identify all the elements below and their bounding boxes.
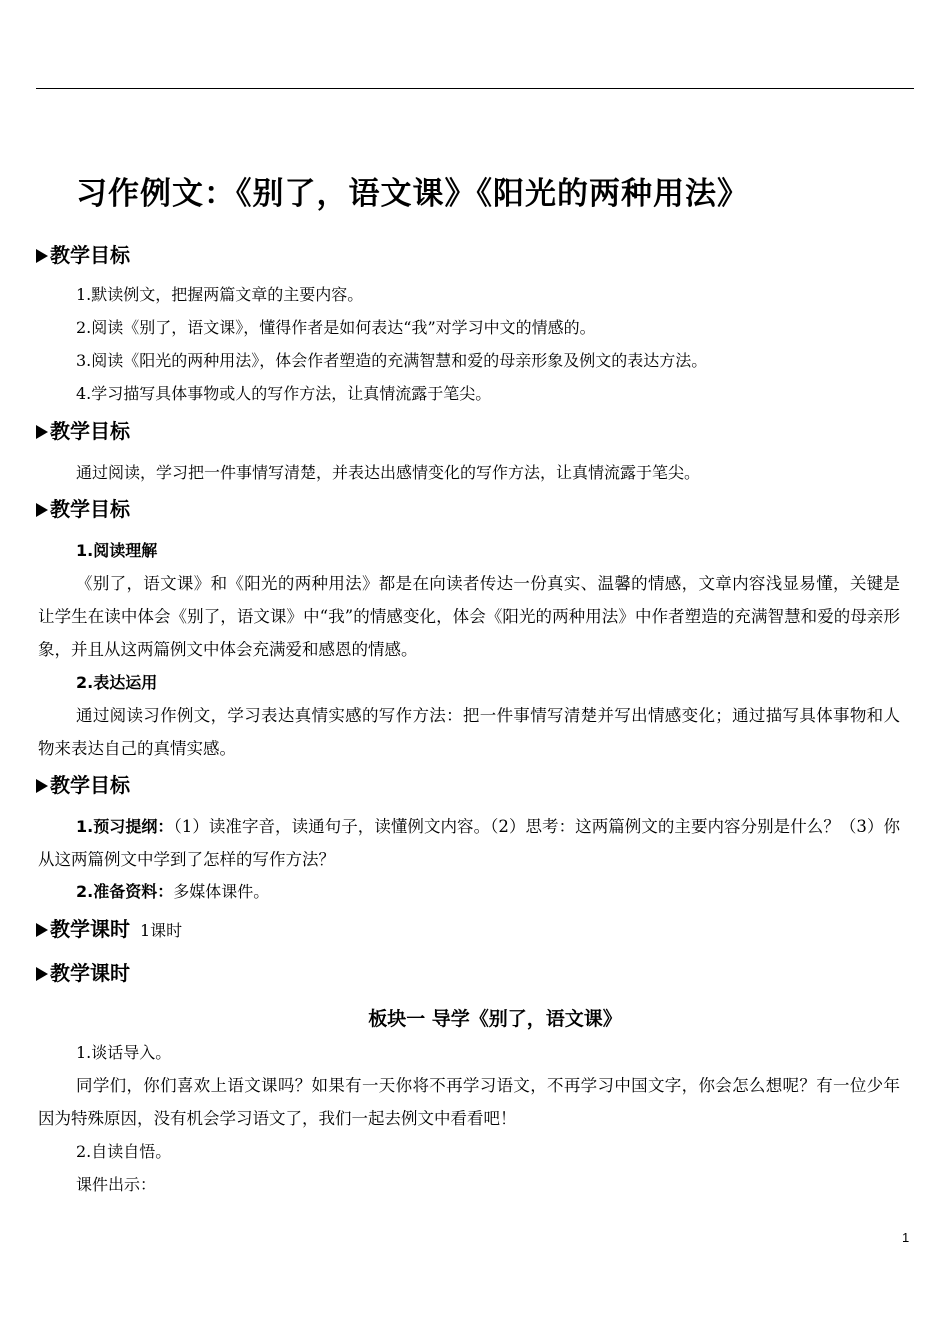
materials-line	[76, 881, 269, 903]
heading-text: 教学目标	[50, 419, 130, 443]
reading-comprehension-text: 《别了，语文课》和《阳光的两种用法》都是在向读者传达一份真实、温馨的情感，文章内容浅显易懂，关键是让学生在读中体会《别了，语文课》中“我”的情感变化，体会《阳光的两种用法》中作者塑造的充满智慧和爱的母亲形象，并且从这两篇例文中体会充满爱和感恩的情感。	[38, 574, 900, 659]
preview-text: （1）读准字音，读通句子，读懂例文内容。（2）思考：这两篇例文的主要内容分别是什么？（3）你从这两篇例文中学到了怎样的写作方法？	[38, 817, 900, 869]
subsection-label-reading: 1.阅读理解	[76, 541, 158, 560]
triangle-bullet-icon	[36, 779, 48, 793]
materials-text: 多媒体课件。	[173, 882, 270, 901]
period-count: 1课时	[140, 921, 183, 940]
expression-text: 通过阅读习作例文，学习表达真情实感的写作方法：把一件事情写清楚并写出情感变化；通过描写具体事物和人物来表达自己的真情实感。	[38, 706, 900, 758]
heading-text: 教学目标	[50, 773, 130, 797]
triangle-bullet-icon	[36, 503, 48, 517]
triangle-bullet-icon	[36, 923, 48, 937]
heading-text: 教学目标	[50, 243, 130, 267]
objective-item-3: 3.阅读《阳光的两种用法》，体会作者塑造的充满智慧和爱的母亲形象及例文的表达方法。	[76, 351, 708, 370]
header-rule	[36, 88, 914, 89]
section-heading-periods-1	[36, 916, 182, 944]
intro-paragraph: 同学们，你们喜欢上语文课吗？如果有一天你将不再学习语文，不再学习中国文字，你会怎么想呢？有一位少年因为特殊原因，没有机会学习语文了，我们一起去例文中看看吧！	[38, 1076, 900, 1128]
page-number: 1	[902, 1230, 910, 1245]
triangle-bullet-icon	[36, 967, 48, 981]
objective-summary: 通过阅读，学习把一件事情写清楚，并表达出感情变化的写作方法，让真情流露于笔尖。	[76, 463, 701, 482]
section-heading-periods-2	[36, 960, 130, 986]
heading-text: 教学目标	[50, 497, 130, 521]
objective-item-1: 1.默读例文，把握两篇文章的主要内容。	[76, 285, 364, 304]
step-self-reading: 2.自读自悟。	[76, 1142, 172, 1161]
objective-item-2: 2.阅读《别了，语文课》，懂得作者是如何表达“我”对学习中文的情感的。	[76, 318, 596, 337]
preview-label: 1.预习提纲：	[76, 817, 174, 836]
section-heading-objectives-4	[36, 772, 130, 798]
block-title: 板块一 导学《别了，语文课》	[368, 1008, 622, 1030]
section-heading-objectives-1	[36, 242, 130, 268]
step-conversation-intro: 1.谈话导入。	[76, 1043, 172, 1062]
triangle-bullet-icon	[36, 425, 48, 439]
section-heading-objectives-2	[36, 418, 130, 444]
preview-outline	[38, 810, 900, 876]
courseware-label: 课件出示：	[76, 1175, 157, 1194]
heading-text: 教学课时	[50, 961, 130, 985]
section-heading-objectives-3	[36, 496, 130, 522]
objective-item-4: 4.学习描写具体事物或人的写作方法，让真情流露于笔尖。	[76, 384, 492, 403]
materials-label: 2.准备资料：	[76, 882, 174, 901]
document-title: 习作例文：《别了，语文课》《阳光的两种用法》	[76, 176, 749, 212]
heading-text: 教学课时	[50, 917, 130, 941]
subsection-label-expression: 2.表达运用	[76, 673, 158, 692]
triangle-bullet-icon	[36, 249, 48, 263]
